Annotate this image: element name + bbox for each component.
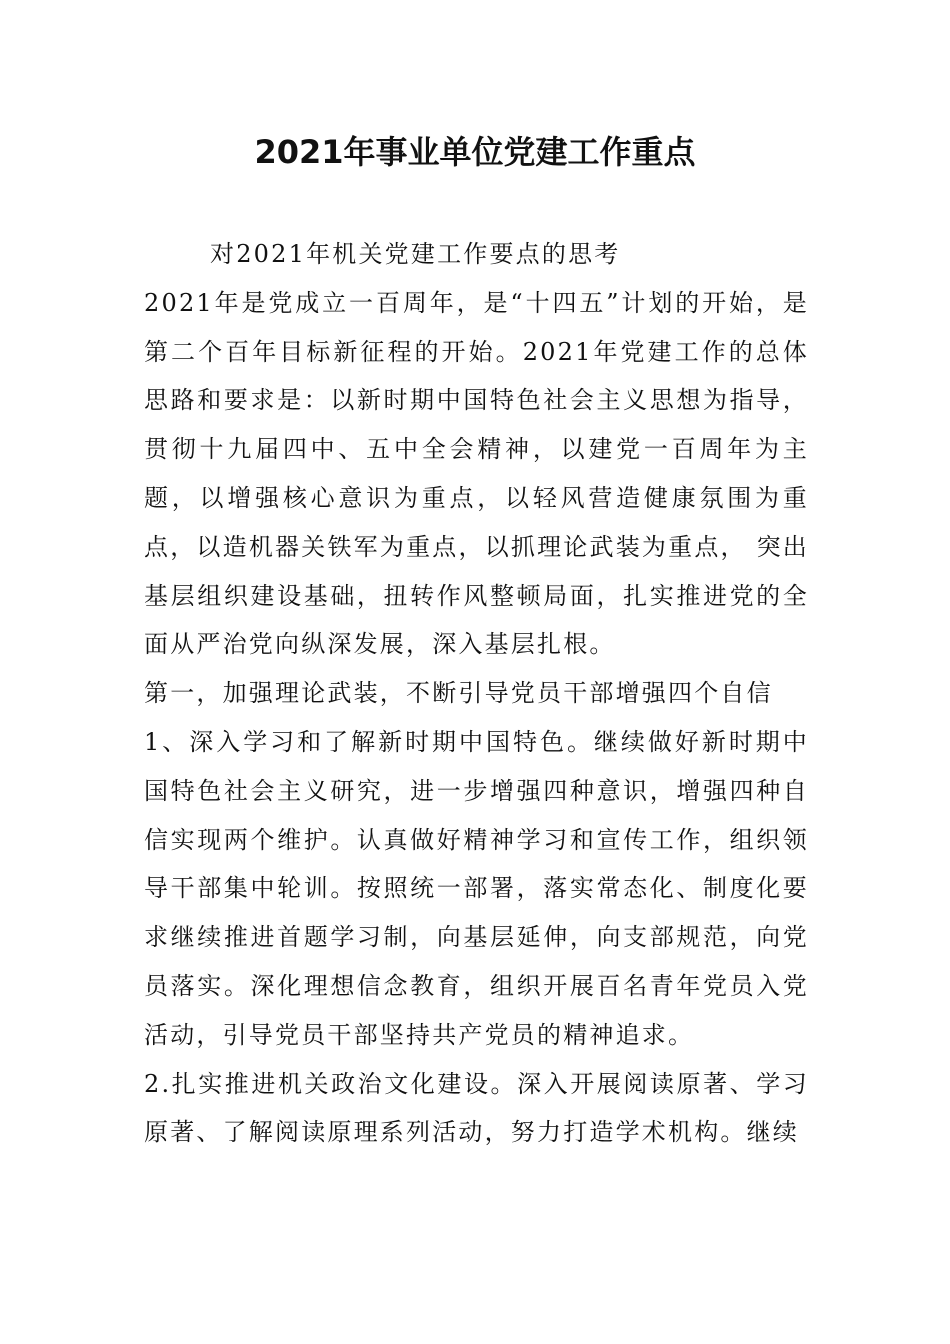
paragraph-item-1: 1、深入学习和了解新时期中国特色。继续做好新时期中国特色社会主义研究，进一步增强四种意识，增强四种自信实现两个维护。认真做好精神学习和宣传工作，组织领导干部集中轮训。按照统一部署，落实常态化、制度化要求继续推进首题学习制，向基层延伸，向支部规范，向党员落实。深化理想信念教育，组织开展百名青年党员入党活动，引导党员干部坚持共产党员的精神追求。 [144, 727, 809, 1049]
document-title: 2021年事业单位党建工作重点 [254, 133, 696, 171]
paragraph-intro: 2021年是党成立一百周年，是“十四五”计划的开始，是第二个百年目标新征程的开始。2021年党建工作的总体思路和要求是：以新时期中国特色社会主义思想为指导，贯彻十九届四中、五中全会精神，以建党一百周年为主题，以增强核心意识为重点，以轻风营造健康氛围为重点，以造机器关铁军为重点，以抓理论武装为重点， 突出基层组织建设基础，扭转作风整顿局面，扎实推进党的全面从严治党向纵深发展，深入基层扎根。 [144, 288, 809, 659]
section-heading-first: 第一，加强理论武装，不断引导党员干部增强四个自信 [144, 679, 773, 708]
paragraph-item-2: 2.扎实推进机关政治文化建设。深入开展阅读原著、学习原著、了解阅读原理系列活动，努力打造学术机构。继续 [144, 1069, 809, 1147]
document-subtitle: 对2021年机关党建工作要点的思考 [210, 240, 621, 268]
document-body [144, 230, 809, 1157]
